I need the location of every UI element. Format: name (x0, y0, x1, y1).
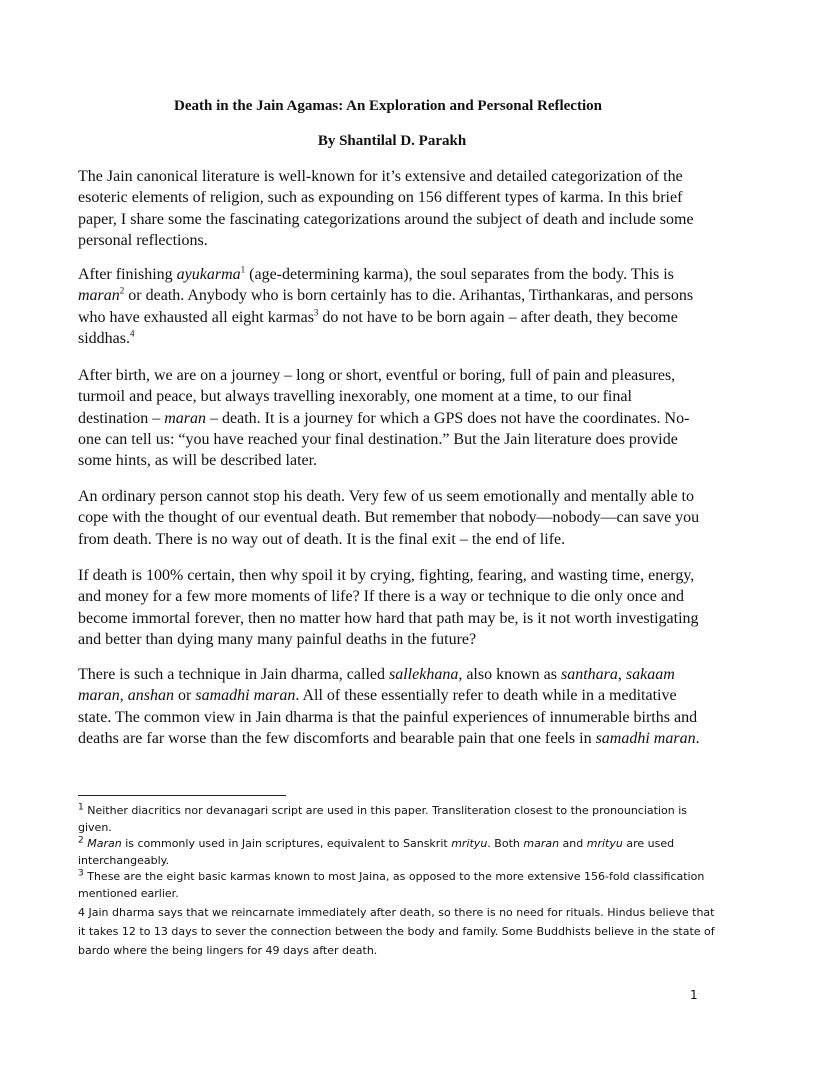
paragraph-2: After finishing ayukarma$^1$ (age-determining karma), the soul separates from the body. This is maran$^2$ or death. Anybody who is born certainly has to die. Arihantas, Tirthankaras, and persons who have exhausted all eight karmas$^3$ do not have to be born again – after death, they become siddhas.$^4$ (78, 264, 694, 347)
term-samadhi-maran: samadhi maran (195, 687, 296, 705)
footnote-2: $^2$ Maran is commonly used in Jain scriptures, equivalent to Sanskrit mrityu. Both maran and mrityu are used interchangeably. (78, 835, 675, 867)
page-title: Death in the Jain Agamas: An Exploration and Personal Reflection (174, 98, 602, 114)
footnotes (78, 803, 718, 960)
paragraph-5: If death is 100% certain, then why spoil it by crying, fighting, fearing, and wasting time, energy, and money for a few more moments of life? If there is a way or technique to die only once and become immortal forever, then no matter how hard that path may be, is it not worth investigating and better than dying many many painful deaths in the future? (78, 567, 699, 648)
footnote-ref-2[interactable]: 2 (119, 285, 125, 296)
term-samadhi-maran: samadhi maran (595, 729, 696, 747)
footnote-ref-4[interactable]: 4 (130, 328, 135, 339)
footnote-ref-1[interactable]: 1 (240, 264, 246, 275)
term-anshan: anshan (127, 687, 175, 705)
term-maran: maran (164, 409, 206, 427)
paragraph-1: The Jain canonical literature is well-known for it’s extensive and detailed categorization of the esoteric elements of religion, such as expounding on 156 different types of karma. In this brief paper, I share some the fascinating categorizations around the subject of death and include some personal reflections. (78, 168, 694, 249)
footnote-4: 4 Jain dharma says that we reincarnate immediately after death, so there is no need for rituals. Hindus believe that it takes 12 to 13 days to sever the connection between the body and family. Some Buddhists believe in the state of bardo where the being lingers for 49 days after death. (78, 906, 715, 957)
paragraph-4: An ordinary person cannot stop his death. Very few of us seem emotionally and mentally able to cope with the thought of our eventual death. But remember that nobody—nobody—can save you from death. There is no way out of death. It is the final exit – the end of life. (78, 488, 700, 548)
page-number: 1 (690, 988, 698, 1002)
footnote-1: $^1$ Neither diacritics nor devanagari script are used in this paper. Transliteration closest to the pronounciation is given. (78, 802, 687, 834)
term-santhara: santhara (560, 666, 618, 683)
paragraph-6: There is such a technique in Jain dharma, called sallekhana, also known as santhara, sakaam maran, anshan or samadhi maran. All of these essentially refer to death while in a meditative state. The common view in Jain dharma is that the painful experiences of innumerable births and deaths are far worse than the few discomforts and bearable pain that one feels in samadhi maran. (78, 666, 700, 747)
term-sallekhana: sallekhana (389, 666, 459, 683)
paragraph-3: After birth, we are on a journey – long or short, eventful or boring, full of pain and pleasures, turmoil and peace, but always travelling inexorably, one moment at a time, to our final destination – maran – death. It is a journey for which a GPS does not have the coordinates. No-one can tell us: “you have reached your final destination.” But the Jain literature does provide some hints, as will be described later. (78, 367, 690, 470)
term-sakaam-maran: sakaam maran (78, 666, 675, 705)
footnote-divider (78, 795, 286, 796)
footnote-ref-3[interactable]: 3 (313, 307, 319, 318)
term-ayukarma: ayukarma (176, 266, 241, 283)
term-maran: maran (78, 287, 120, 305)
footnote-3: $^3$ These are the eight basic karmas known to most Jaina, as opposed to the more extensive 156-fold classification mentioned earlier. (78, 868, 705, 900)
byline: By Shantilal D. Parakh (317, 133, 467, 149)
